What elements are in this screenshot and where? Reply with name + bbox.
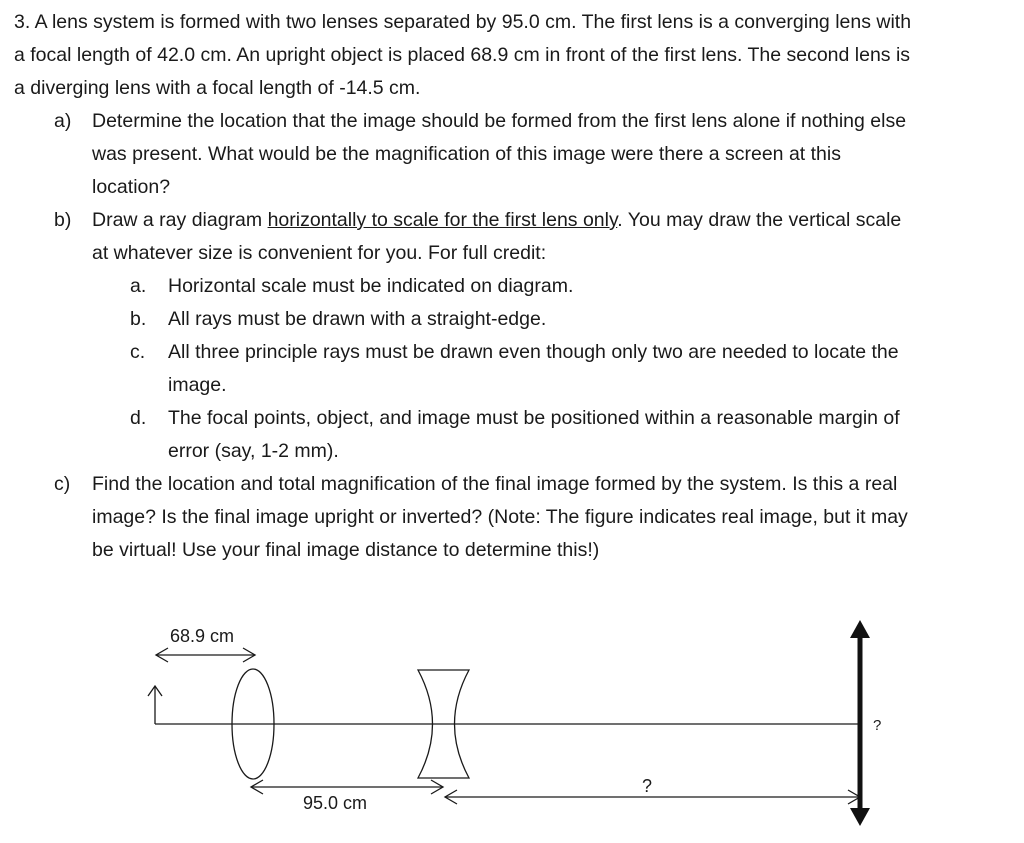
intro-line-1: 3. A lens system is formed with two lenses separated by 95.0 cm. The first lens is a converging lens with (14, 11, 912, 33)
intro-line-3: a diverging lens with a focal length of -14.5 cm. (14, 77, 421, 99)
part-b-underlined-phrase: horizontally to scale for the first lens only (267, 209, 618, 231)
part-a-label: a) (54, 110, 72, 132)
part-a-line-2: was present. What would be the magnification of this image were there a screen at this (92, 143, 841, 165)
part-c-line-1: Find the location and total magnification of the final image formed by the system. Is this a real (92, 473, 898, 495)
intro-line-2: a focal length of 42.0 cm. An upright object is placed 68.9 cm in front of the first lens. The second lens is (14, 44, 911, 66)
object-distance-arrow (156, 648, 255, 662)
lens-separation-label: 95.0 cm (303, 793, 368, 813)
part-c-line-2: image? Is the final image upright or inverted? (Note: The figure indicates real image, but it may (92, 506, 908, 528)
final-image-arrow (850, 620, 870, 826)
subitem-c-text-2: image. (168, 374, 227, 396)
subitem-d-text-1: The focal points, object, and image must be positioned within a reasonable margin of (168, 407, 900, 429)
subitem-a-text: Horizontal scale must be indicated on diagram. (168, 275, 574, 297)
image-distance-label: ? (642, 776, 653, 796)
object-arrow (148, 686, 162, 724)
part-b-label: b) (54, 209, 72, 231)
part-c-line-3: be virtual! Use your final image distance to determine this!) (92, 539, 600, 561)
part-a-line-3: location? (92, 176, 171, 198)
image-height-label: ? (873, 717, 882, 734)
subitem-d-text-2: error (say, 1-2 mm). (168, 440, 339, 462)
part-a-line-1: Determine the location that the image should be formed from the first lens alone if nothing else (92, 110, 907, 132)
subitem-a-label: a. (130, 275, 147, 297)
part-c-label: c) (54, 473, 71, 495)
subitem-b-label: b. (130, 308, 147, 330)
subitem-d-label: d. (130, 407, 147, 429)
part-b-line-2: at whatever size is convenient for you. For full credit: (92, 242, 547, 264)
subitem-c-text-1: All three principle rays must be drawn even though only two are needed to locate the (168, 341, 899, 363)
object-distance-label: 68.9 cm (170, 626, 235, 646)
lens-separation-arrow (251, 780, 443, 794)
part-b-line-1-pre: Draw a ray diagram (92, 209, 268, 231)
subitem-c-label: c. (130, 341, 146, 363)
part-b-line-1-post: . You may draw the vertical scale (617, 209, 902, 231)
image-distance-arrow (445, 790, 860, 804)
subitem-b-text: All rays must be drawn with a straight-edge. (168, 308, 547, 330)
